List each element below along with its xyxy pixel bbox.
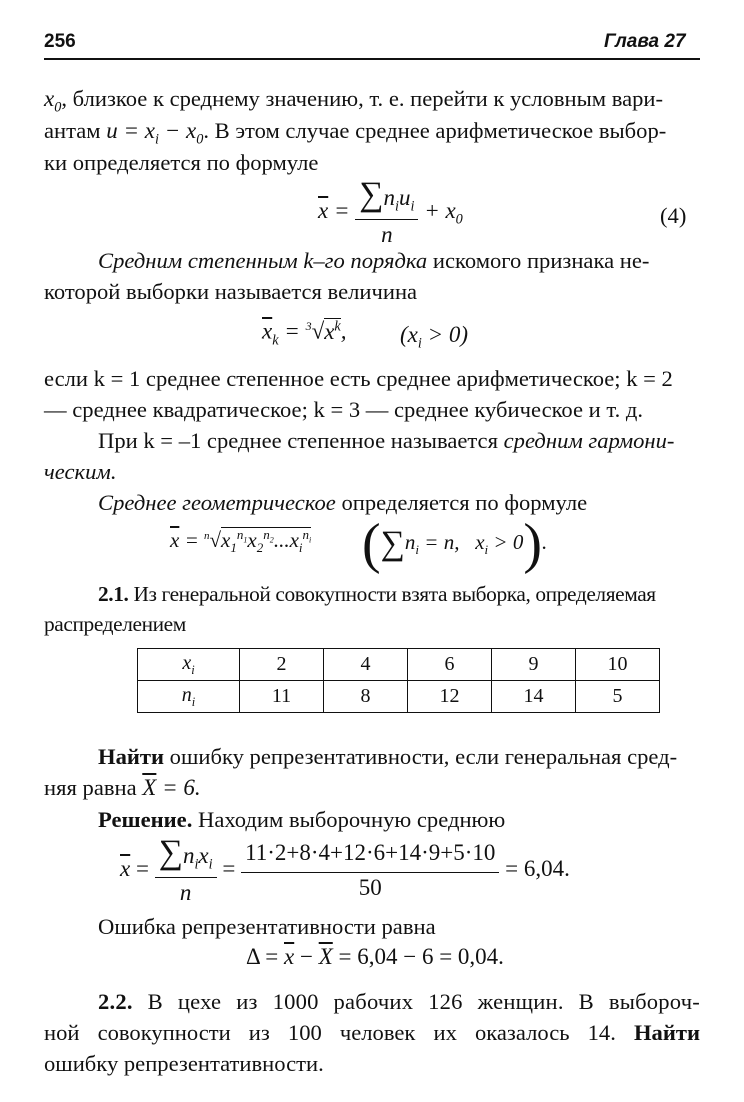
find-line-2: няя равна $\overline{X} = 6$. bbox=[44, 775, 201, 800]
math-u-def: $u = x_i - x_0$ bbox=[106, 118, 204, 148]
problem-2-2-line-1 bbox=[98, 987, 700, 1016]
calc-fraction-symbolic: $\frac{\sum n_ix_i}{n}$ bbox=[155, 836, 217, 906]
intro-line-2-head: антам bbox=[44, 118, 107, 143]
find-line-2-text: няя равна bbox=[44, 775, 143, 800]
solution-tail: Находим выборочную среднюю bbox=[192, 807, 506, 832]
table-cell: 14 bbox=[492, 681, 576, 713]
problem-2-2-text: В цехе из 1000 рабочих 126 женщин. В выбороч- bbox=[132, 989, 700, 1014]
calc-result: = 6,04. bbox=[505, 856, 570, 882]
calc-fraction-numeric: $\frac{11\cdot 2+8\cdot 4+12\cdot 6+14\cdot 9+5\cdot 10}{50}$ bbox=[241, 840, 499, 901]
geometric-term: Среднее геометрическое bbox=[98, 490, 336, 515]
error-line: Ошибка репрезентативности равна bbox=[98, 914, 436, 939]
intro-line-2-tail: . В этом случае среднее арифметическое выбор- bbox=[203, 118, 667, 143]
geometric-formula: $\overline{x} = ^n√x_1^{n_1}x_2^{n_2}...x_i^{n_i}$ bbox=[170, 527, 312, 556]
problem-2-2-find-word: Найти bbox=[633, 1020, 700, 1045]
find-line-1 bbox=[98, 742, 677, 771]
power-mean-after-2: — среднее квадратическое; k = 3 — среднее кубическое и т. д. bbox=[44, 397, 644, 422]
problem-2-2-line-2 bbox=[44, 1018, 700, 1047]
sample-mean-calculation: $\overline{x}$ = $\frac{\sum n_ix_i}{n}$ = $\frac{11\cdot 2+8\cdot 4+12\cdot 6+14\cdot 9+5\cdot 10}{50}$ = 6,04. bbox=[120, 834, 570, 905]
problem-2-2-number: 2.2. bbox=[98, 989, 133, 1014]
math-x0: $x_0$ bbox=[44, 86, 62, 116]
problem-2-1-number: 2.1. bbox=[98, 582, 129, 606]
power-mean-after-1: если k = 1 среднее степенное есть среднее арифметическое; k = 2 bbox=[44, 366, 673, 391]
solution-word: Решение. bbox=[98, 807, 193, 832]
power-mean-tail: искомого признака не- bbox=[427, 248, 650, 273]
table-cell: 4 bbox=[324, 649, 408, 681]
solution-line bbox=[98, 805, 505, 834]
power-mean-line-1 bbox=[98, 246, 649, 275]
power-mean-term: Средним степенным k–го порядка bbox=[98, 248, 428, 273]
harmonic-term: средним гармони- bbox=[503, 428, 675, 453]
header-rule bbox=[44, 58, 700, 60]
intro-line-3: ки определяется по формуле bbox=[44, 150, 319, 175]
formula-4-fraction: $\frac{\sum n_iu_i}{n}$ bbox=[355, 178, 418, 248]
formula-4: $\overline{x}$ = $\frac{\sum n_iu_i}{n}$ + $x_0$ bbox=[318, 176, 463, 247]
table-cell: 10 bbox=[576, 649, 660, 681]
distribution-table bbox=[137, 648, 660, 713]
problem-2-1-line-1 bbox=[98, 580, 656, 609]
geometric-tail: определяется по формуле bbox=[335, 490, 588, 515]
formula-4-number: (4) bbox=[660, 203, 687, 228]
table-header-n: $n_i$ bbox=[138, 681, 240, 713]
table-cell: 5 bbox=[576, 681, 660, 713]
problem-2-1-line-2: распределением bbox=[44, 612, 186, 636]
chapter-title: Глава 27 bbox=[604, 31, 686, 52]
harmonic-line-1 bbox=[98, 426, 674, 455]
find-tail: ошибку репрезентативности, если генеральная сред- bbox=[164, 744, 678, 769]
table-cell: 11 bbox=[240, 681, 324, 713]
table-cell: 9 bbox=[492, 649, 576, 681]
problem-2-1-text: Из генеральной совокупности взята выборка, определяемая bbox=[128, 582, 656, 606]
harmonic-line-2: ческим. bbox=[44, 459, 117, 484]
problem-2-2-text-2: ной совокупности из 100 человек их оказалось 14. bbox=[44, 1020, 634, 1045]
table-row-n bbox=[138, 681, 660, 713]
table-cell: 8 bbox=[324, 681, 408, 713]
geometric-condition: ($\sum n_i = n$, $x_i > 0$). bbox=[362, 513, 548, 575]
table-cell: 2 bbox=[240, 649, 324, 681]
intro-line-1-text: , близкое к среднему значению, т. е. перейти к условным вари- bbox=[61, 86, 664, 111]
table-cell: 12 bbox=[408, 681, 492, 713]
power-mean-formula: $\overline{x}_k = ^3√x^k$, bbox=[262, 318, 347, 349]
power-mean-condition: $(x_i > 0)$ bbox=[400, 322, 469, 352]
table-row-x bbox=[138, 649, 660, 681]
harmonic-head: При k = –1 среднее степенное называется bbox=[98, 428, 504, 453]
error-formula: $\Delta = \overline{x} - \overline{X} = 6,04 - 6 = 0,04$. bbox=[246, 944, 504, 969]
table-cell: 6 bbox=[408, 649, 492, 681]
table-header-x: $x_i$ bbox=[138, 649, 240, 681]
power-mean-line-2: которой выборки называется величина bbox=[44, 279, 418, 304]
page-number: 256 bbox=[44, 31, 76, 52]
problem-2-2-line-3: ошибку репрезентативности. bbox=[44, 1051, 324, 1076]
find-word: Найти bbox=[98, 744, 165, 769]
